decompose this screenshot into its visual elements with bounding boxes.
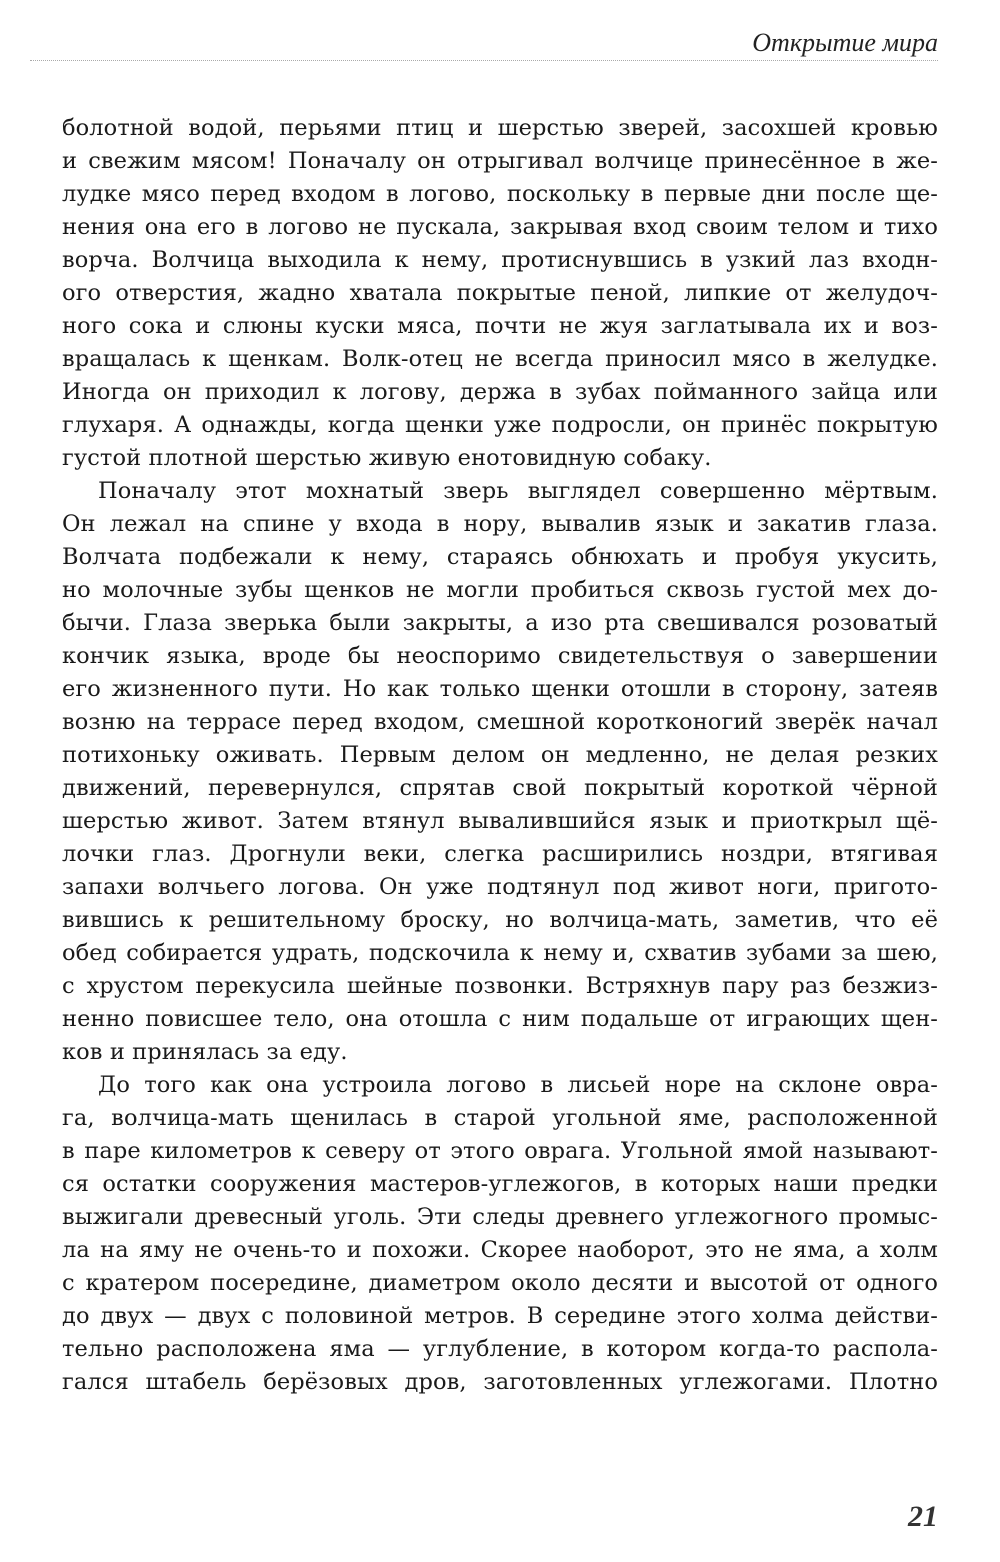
text-line: ла на яму не очень-то и похожи. Скорее наоборот, это не яма, а холм	[62, 1237, 938, 1263]
text-line: лочки глаз. Дрогнули веки, слегка расширились ноздри, втягивая	[62, 841, 938, 867]
text-line: Он лежал на спине у входа в нору, вывалив язык и закатив глаза.	[62, 511, 938, 537]
text-line: с хрустом перекусила шейные позвонки. Встряхнув пару раз безжиз-	[62, 973, 938, 999]
text-line: До того как она устроила логово в лисьей норе на склоне овра-	[98, 1072, 938, 1098]
text-line: запахи волчьего логова. Он уже подтянул под живот ноги, пригото-	[62, 874, 938, 900]
text-line: в паре километров к северу от этого оврага. Угольной ямой называют-	[62, 1138, 938, 1164]
text-line: ворча. Волчица выходила к нему, протиснувшись в узкий лаз входн-	[62, 247, 938, 273]
text-line: шерстью живот. Затем втянул вывалившийся язык и приоткрыл щё-	[62, 808, 938, 834]
text-line: до двух — двух с половиной метров. В середине этого холма действи-	[62, 1303, 938, 1329]
running-header-title: Открытие мира	[752, 28, 938, 57]
text-line: глухаря. А однажды, когда щенки уже подросли, он принёс покрытую	[62, 412, 938, 438]
text-line: га, волчица-мать щенилась в старой угольной яме, расположенной	[62, 1105, 938, 1131]
text-line: болотной водой, перьями птиц и шерстью зверей, засохшей кровью	[62, 115, 938, 141]
paragraph	[62, 112, 938, 475]
text-line: Иногда он приходил к логову, держа в зубах пойманного зайца или	[62, 379, 938, 405]
text-line: ного сока и слюны куски мяса, почти не жуя заглатывала их и воз-	[62, 313, 938, 339]
text-line: возню на террасе перед входом, смешной коротконогий зверёк начал	[62, 709, 938, 735]
text-line: гался штабель берёзовых дров, заготовленных углежогами. Плотно	[62, 1369, 938, 1395]
text-line: Волчата подбежали к нему, стараясь обнюхать и пробуя укусить,	[62, 544, 938, 570]
text-line: Поначалу этот мохнатый зверь выглядел совершенно мёртвым.	[98, 478, 938, 504]
text-line: обед собирается удрать, подскочила к нему и, схватив зубами за шею,	[62, 940, 938, 966]
text-line: вившись к решительному броску, но волчица-мать, заметив, что её	[62, 907, 938, 933]
text-line: движений, перевернулся, спрятав свой покрытый короткой чёрной	[62, 775, 938, 801]
page-body-text	[62, 112, 938, 1399]
text-line: его жизненного пути. Но как только щенки отошли в сторону, затеяв	[62, 676, 938, 702]
text-line: ненно повисшее тело, она отошла с ним подальше от играющих щен-	[62, 1006, 938, 1032]
text-line: ся остатки сооружения мастеров-углежогов, в которых наши предки	[62, 1171, 938, 1197]
text-line: кончик языка, вроде бы неоспоримо свидетельствуя о завершении	[62, 643, 938, 669]
text-line: потихоньку оживать. Первым делом он медленно, не делая резких	[62, 742, 938, 768]
text-line: нения она его в логово не пускала, закрывая вход своим телом и тихо	[62, 214, 938, 240]
text-line: ков и принялась за еду.	[62, 1039, 348, 1065]
paragraph	[62, 1069, 938, 1399]
header-divider	[30, 60, 938, 61]
text-line: бычи. Глаза зверька были закрыты, а изо рта свешивался розоватый	[62, 610, 938, 636]
text-line: и свежим мясом! Поначалу он отрыгивал волчице принесённое в же-	[62, 148, 938, 174]
text-line: тельно расположена яма — углубление, в котором когда-то распола-	[62, 1336, 938, 1362]
text-line: лудке мясо перед входом в логово, поскольку в первые дни после ще-	[62, 181, 938, 207]
paragraph	[62, 475, 938, 1069]
text-line: вращалась к щенкам. Волк-отец не всегда приносил мясо в желудке.	[62, 346, 938, 372]
text-line: выжигали древесный уголь. Эти следы древнего углежогного промыс-	[62, 1204, 938, 1230]
text-line: густой плотной шерстью живую енотовидную собаку.	[62, 445, 712, 471]
text-line: ого отверстия, жадно хватала покрытые пеной, липкие от желудоч-	[62, 280, 938, 306]
page-number: 21	[908, 1500, 938, 1533]
text-line: с кратером посередине, диаметром около десяти и высотой от одного	[62, 1270, 938, 1296]
text-line: но молочные зубы щенков не могли пробиться сквозь густой мех до-	[62, 577, 938, 603]
